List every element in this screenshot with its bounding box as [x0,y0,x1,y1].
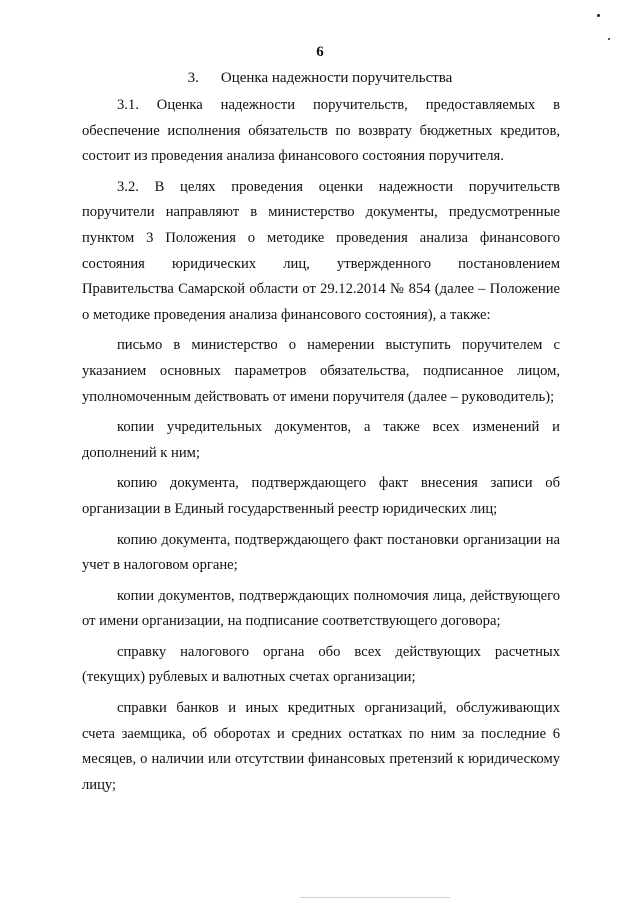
list-item-founding-docs: копии учредительных документов, а также всех изменений и дополнений к ним; [82,419,560,461]
list-item-letter: письмо в министерство о намерении выступить поручителем с указанием основных параметров обязательства, подписанное лицом, уполномоченным действовать от имени поручителя (далее – руководитель); [82,337,560,405]
list-item-registry-record: копию документа, подтверждающего факт внесения записи об организации в Единый государственный реестр юридических лиц; [82,475,560,517]
section-title: Оценка надежности поручительства [220,70,453,86]
paragraph-3-2: 3.2. В целях проведения оценки надежности поручительств поручители направляют в министерство документы, предусмотренные пунктом 3 Положения о методике проведения анализа финансового состояния юридических лиц, утвержденного постановлением Правительства Самарской области от 29.12.2014 № 854 (далее – Положение о методике проведения анализа финансового состояния), а также: [82,178,560,323]
scan-artifact-line [300,897,450,898]
list-item-tax-certificate: справку налогового органа обо всех действующих расчетных (текущих) рублевых и валютных счетах организации; [82,643,560,686]
section-number: 3. [187,70,199,86]
paragraph-3-1: 3.1. Оценка надежности поручительств, предоставляемых в обеспечение исполнения обязательств по возврату бюджетных кредитов, состоит из проведения анализа финансового состояния поручителя. [82,97,560,165]
scan-speck [608,38,610,40]
scan-speck [597,14,600,17]
page-number: 6 [316,44,324,60]
list-item-authority-docs: копии документов, подтверждающих полномочия лица, действующего от имени организации, на подписание соответствующего договора; [82,587,560,630]
list-item-bank-certificates: справки банков и иных кредитных организаций, обслуживающих счета заемщика, об оборотах и средних остатках по ним за последние 6 месяцев, о наличии или отсутствии финансовых претензий к юридическому лицу; [82,700,560,793]
list-item-tax-registration: копию документа, подтверждающего факт постановки организации на учет в налоговом органе; [82,531,560,574]
section-heading [0,70,640,87]
document-body [82,93,560,803]
